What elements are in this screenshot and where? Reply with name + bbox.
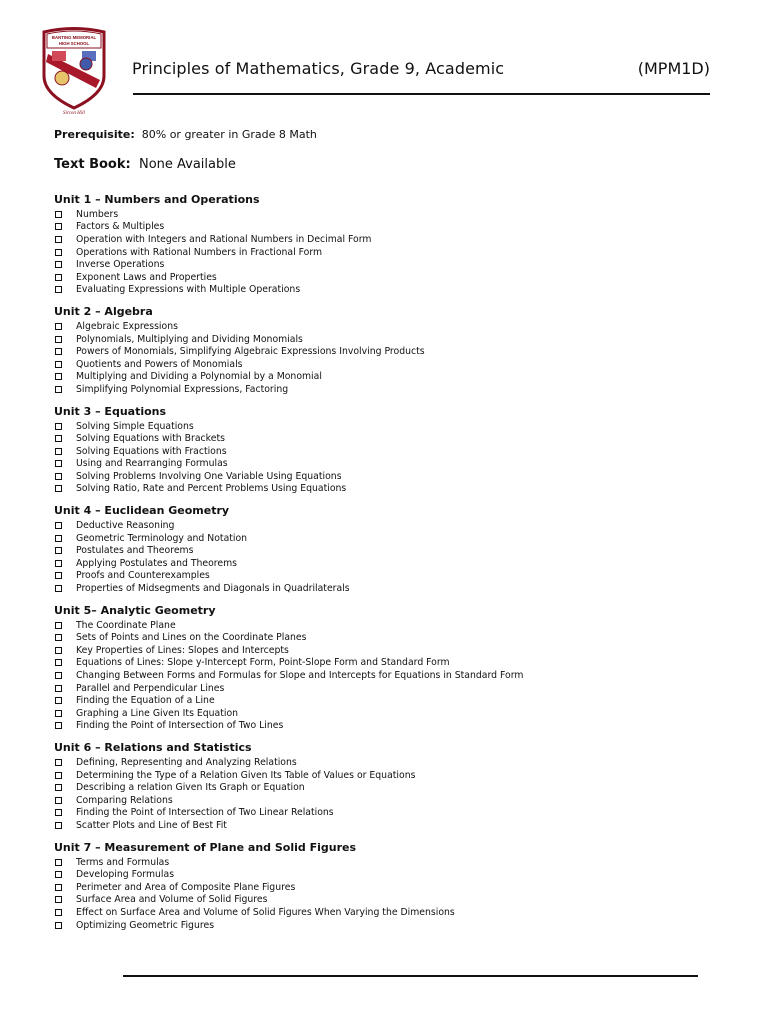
list-item [54, 807, 744, 820]
list-item [54, 856, 744, 869]
list-item [54, 720, 744, 733]
checkbox-bullet-icon [55, 884, 62, 891]
list-item [54, 769, 744, 782]
list-item-text: Equations of Lines: Slope y-Intercept Form, Point-Slope Form and Standard Form [76, 657, 450, 669]
list-item-text: Numbers [76, 208, 119, 220]
unit-3-section [54, 405, 744, 496]
checkbox-bullet-icon [55, 323, 62, 330]
prerequisite-label: Prerequisite: [54, 128, 135, 141]
list-item-text: Solving Ratio, Rate and Percent Problems Using Equations [76, 483, 347, 495]
checkbox-bullet-icon [55, 274, 62, 281]
checkbox-bullet-icon [55, 522, 62, 529]
list-item [54, 582, 744, 595]
list-item [54, 682, 744, 695]
list-item-text: Factors & Multiples [76, 221, 165, 233]
checkbox-bullet-icon [55, 572, 62, 579]
unit-heading: Unit 6 – Relations and Statistics [54, 741, 252, 755]
list-item-text: Properties of Midsegments and Diagonals in Quadrilaterals [76, 583, 350, 595]
list-item [54, 371, 744, 384]
list-item-text: Powers of Monomials, Simplifying Algebraic Expressions Involving Products [76, 346, 425, 358]
list-item-text: Graphing a Line Given Its Equation [76, 707, 239, 719]
unit-topic-list [54, 208, 744, 296]
checkbox-bullet-icon [55, 672, 62, 679]
page-title: Principles of Mathematics, Grade 9, Academic [132, 59, 505, 78]
list-item [54, 284, 744, 297]
checkbox-bullet-icon [55, 585, 62, 592]
checkbox-bullet-icon [55, 647, 62, 654]
list-item [54, 868, 744, 881]
checkbox-bullet-icon [55, 634, 62, 641]
checkbox-bullet-icon [55, 659, 62, 666]
unit-topic-list [54, 856, 744, 932]
unit-1-section [54, 193, 744, 296]
checkbox-bullet-icon [55, 211, 62, 218]
list-item-text: Perimeter and Area of Composite Plane Figures [76, 881, 296, 893]
school-crest-logo [38, 24, 110, 116]
list-item [54, 619, 744, 632]
checkbox-bullet-icon [55, 909, 62, 916]
list-item [54, 333, 744, 346]
list-item-text: Defining, Representing and Analyzing Relations [76, 756, 297, 768]
footer-divider [123, 975, 698, 977]
checkbox-bullet-icon [55, 286, 62, 293]
list-item-text: Deductive Reasoning [76, 520, 175, 532]
list-item-text: Polynomials, Multiplying and Dividing Monomials [76, 333, 303, 345]
list-item [54, 258, 744, 271]
list-item-text: Finding the Point of Intersection of Two Linear Relations [76, 807, 334, 819]
list-item-text: Postulates and Theorems [76, 545, 194, 557]
list-item [54, 570, 744, 583]
unit-heading: Unit 4 – Euclidean Geometry [54, 504, 230, 518]
checkbox-bullet-icon [55, 784, 62, 791]
list-item [54, 631, 744, 644]
checkbox-bullet-icon [55, 547, 62, 554]
checkbox-bullet-icon [55, 822, 62, 829]
list-item-text: Algebraic Expressions [76, 320, 178, 332]
list-item [54, 644, 744, 657]
checkbox-bullet-icon [55, 871, 62, 878]
unit-5-section [54, 604, 744, 732]
checkbox-bullet-icon [55, 560, 62, 567]
list-item-text: Finding the Equation of a Line [76, 695, 215, 707]
checkbox-bullet-icon [55, 386, 62, 393]
checkbox-bullet-icon [55, 223, 62, 230]
checkbox-bullet-icon [55, 473, 62, 480]
list-item [54, 881, 744, 894]
list-item-text: Operation with Integers and Rational Numbers in Decimal Form [76, 233, 372, 245]
list-item [54, 794, 744, 807]
checkbox-bullet-icon [55, 423, 62, 430]
list-item [54, 432, 744, 445]
list-item-text: Key Properties of Lines: Slopes and Intercepts [76, 644, 289, 656]
list-item [54, 470, 744, 483]
unit-7-section [54, 841, 744, 932]
list-item [54, 707, 744, 720]
list-item [54, 458, 744, 471]
list-item [54, 906, 744, 919]
list-item-text: Using and Rearranging Formulas [76, 458, 228, 470]
prerequisite-value: 80% or greater in Grade 8 Math [141, 128, 317, 141]
crest-school-name-line2: HIGH SCHOOL [58, 41, 90, 46]
list-item-text: Quotients and Powers of Monomials [76, 358, 243, 370]
unit-2-section [54, 305, 744, 396]
list-item [54, 208, 744, 221]
checkbox-bullet-icon [55, 710, 62, 717]
list-item-text: Inverse Operations [76, 259, 165, 271]
unit-heading: Unit 2 – Algebra [54, 305, 153, 319]
list-item-text: Scatter Plots and Line of Best Fit [76, 819, 227, 831]
list-item-text: Changing Between Forms and Formulas for Slope and Intercepts for Equations in Standard Form [76, 670, 524, 682]
unit-heading: Unit 7 – Measurement of Plane and Solid Figures [54, 840, 357, 854]
checkbox-bullet-icon [55, 236, 62, 243]
list-item-text: Describing a relation Given Its Graph or Equation [76, 782, 305, 794]
list-item-text: Parallel and Perpendicular Lines [76, 682, 225, 694]
list-item [54, 383, 744, 396]
checkbox-bullet-icon [55, 485, 62, 492]
list-item-text: Geometric Terminology and Notation [76, 532, 248, 544]
checkbox-bullet-icon [55, 697, 62, 704]
checkbox-bullet-icon [55, 460, 62, 467]
list-item [54, 246, 744, 259]
unit-heading: Unit 5– Analytic Geometry [54, 603, 216, 617]
unit-topic-list [54, 756, 744, 832]
list-item-text: Sets of Points and Lines on the Coordinate Planes [76, 632, 307, 644]
course-code: (MPM1D) [637, 59, 710, 78]
checkbox-bullet-icon [55, 448, 62, 455]
list-item-text: Terms and Formulas [76, 856, 170, 868]
list-item-text: Comparing Relations [76, 794, 173, 806]
textbook-line [54, 157, 236, 172]
unit-4-section [54, 504, 744, 595]
list-item [54, 345, 744, 358]
unit-heading: Unit 1 – Numbers and Operations [54, 193, 260, 206]
checkbox-bullet-icon [55, 722, 62, 729]
list-item-text: Effect on Surface Area and Volume of Solid Figures When Varying the Dimensions [76, 906, 455, 918]
checkbox-bullet-icon [55, 435, 62, 442]
textbook-label: Text Book: [54, 157, 131, 172]
list-item-text: Solving Problems Involving One Variable Using Equations [76, 470, 342, 482]
list-item [54, 221, 744, 234]
list-item-text: Finding the Point of Intersection of Two Lines [76, 720, 284, 732]
list-item [54, 519, 744, 532]
unit-heading: Unit 3 – Equations [54, 404, 167, 418]
list-item-text: Solving Equations with Fractions [76, 445, 227, 457]
list-item-text: Applying Postulates and Theorems [76, 557, 238, 569]
list-item-text: Developing Formulas [76, 869, 175, 881]
crest-school-name-line1: BANTING MEMORIAL [51, 35, 97, 40]
list-item-text: Evaluating Expressions with Multiple Operations [76, 284, 301, 296]
header-divider [133, 93, 710, 95]
unit-topic-list [54, 619, 744, 732]
crest-motto: Sircon Hill [63, 111, 85, 116]
list-item [54, 483, 744, 496]
crest-quarter-left [52, 51, 66, 61]
checkbox-bullet-icon [55, 535, 62, 542]
textbook-value: None Available [138, 157, 236, 172]
list-item-text: Solving Simple Equations [76, 420, 194, 432]
checkbox-bullet-icon [55, 772, 62, 779]
unit-6-section [54, 741, 744, 832]
list-item [54, 657, 744, 670]
list-item-text: Exponent Laws and Properties [76, 271, 217, 283]
checkbox-bullet-icon [55, 361, 62, 368]
list-item [54, 420, 744, 433]
list-item [54, 781, 744, 794]
checkbox-bullet-icon [55, 859, 62, 866]
checkbox-bullet-icon [55, 348, 62, 355]
list-item [54, 819, 744, 832]
checkbox-bullet-icon [55, 809, 62, 816]
checkbox-bullet-icon [55, 261, 62, 268]
units-section [54, 193, 744, 940]
checkbox-bullet-icon [55, 622, 62, 629]
checkbox-bullet-icon [55, 336, 62, 343]
prerequisite-line [54, 128, 317, 141]
list-item [54, 919, 744, 932]
list-item [54, 320, 744, 333]
list-item-text: The Coordinate Plane [76, 619, 176, 631]
list-item [54, 669, 744, 682]
list-item-text: Operations with Rational Numbers in Fractional Form [76, 246, 323, 258]
list-item [54, 445, 744, 458]
unit-topic-list [54, 519, 744, 595]
list-item [54, 694, 744, 707]
list-item [54, 544, 744, 557]
checkbox-bullet-icon [55, 896, 62, 903]
checkbox-bullet-icon [55, 373, 62, 380]
list-item [54, 894, 744, 907]
list-item [54, 271, 744, 284]
checkbox-bullet-icon [55, 249, 62, 256]
list-item [54, 233, 744, 246]
checkbox-bullet-icon [55, 685, 62, 692]
list-item-text: Simplifying Polynomial Expressions, Factoring [76, 383, 289, 395]
crest-emblem-left [55, 71, 69, 85]
list-item-text: Optimizing Geometric Figures [76, 919, 215, 931]
list-item [54, 557, 744, 570]
unit-topic-list [54, 420, 744, 496]
list-item [54, 358, 744, 371]
checkbox-bullet-icon [55, 797, 62, 804]
list-item [54, 756, 744, 769]
unit-topic-list [54, 320, 744, 396]
crest-emblem-right [80, 58, 92, 70]
list-item-text: Surface Area and Volume of Solid Figures [76, 894, 268, 906]
list-item-text: Multiplying and Dividing a Polynomial by a Monomial [76, 371, 322, 383]
checkbox-bullet-icon [55, 759, 62, 766]
checkbox-bullet-icon [55, 922, 62, 929]
list-item-text: Proofs and Counterexamples [76, 570, 210, 582]
list-item-text: Solving Equations with Brackets [76, 433, 225, 445]
list-item [54, 532, 744, 545]
list-item-text: Determining the Type of a Relation Given Its Table of Values or Equations [76, 769, 416, 781]
